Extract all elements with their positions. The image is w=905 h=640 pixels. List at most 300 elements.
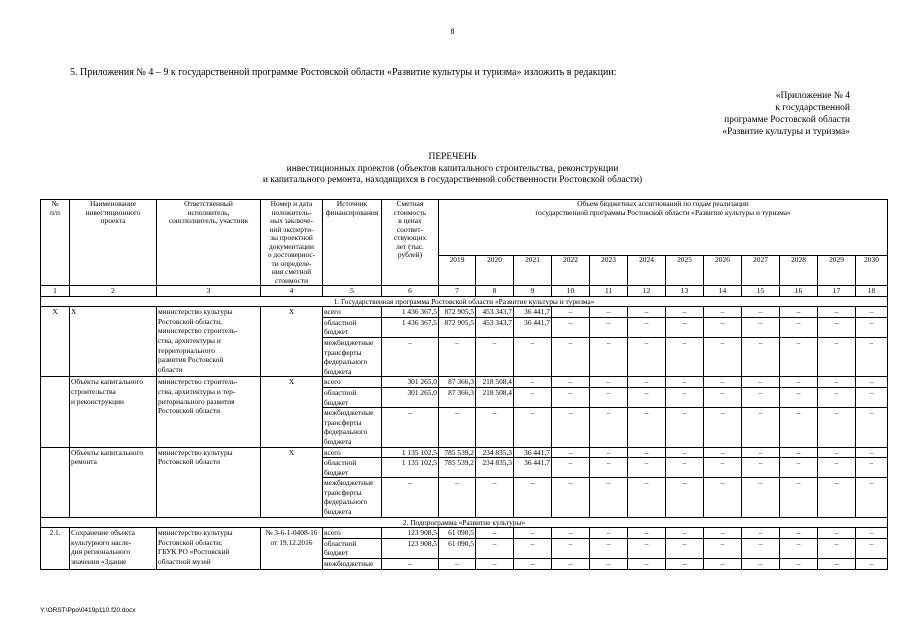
year-amount: – bbox=[514, 377, 552, 388]
cell-line: бюджет bbox=[324, 467, 349, 477]
year-amount: – bbox=[514, 387, 552, 407]
executor bbox=[157, 307, 261, 377]
header-year: 2027 bbox=[742, 256, 780, 286]
cell-line: развития Ростовской bbox=[158, 355, 224, 365]
year-amount: – bbox=[704, 478, 742, 517]
year-amount: – bbox=[704, 387, 742, 407]
year-amount: – bbox=[552, 317, 590, 337]
column-number: 1 bbox=[41, 286, 70, 297]
header-year: 2025 bbox=[666, 256, 704, 286]
cell-line: трансферты bbox=[324, 347, 362, 357]
year-amount: 36 441,7 bbox=[514, 307, 552, 318]
year-amount: – bbox=[780, 447, 818, 458]
cell-line: Ростовской области bbox=[158, 406, 221, 416]
funding-source bbox=[323, 538, 382, 558]
year-amount: – bbox=[742, 478, 780, 517]
header-year: 2029 bbox=[818, 256, 856, 286]
cell-line: Ростовской области, bbox=[158, 316, 222, 326]
cell-line: территориального bbox=[158, 345, 215, 355]
appendix-heading bbox=[722, 90, 850, 138]
year-amount: – bbox=[439, 408, 476, 447]
year-amount: – bbox=[514, 337, 552, 376]
year-amount: – bbox=[742, 458, 780, 478]
cell-line: о достовернос- bbox=[267, 250, 316, 259]
cell-line: Ростовской области; bbox=[158, 537, 223, 547]
cell-line: Наименование bbox=[89, 199, 137, 208]
title-line: и капитального ремонта, находящихся в государственной собственности Ростовской области) bbox=[262, 175, 643, 185]
cell-line: соответ- bbox=[396, 224, 424, 234]
cell-line: ства, архитектуры и тер- bbox=[158, 386, 236, 396]
estimated-cost: 1 135 102,5 bbox=[382, 458, 439, 478]
cell-line: бюджета bbox=[324, 366, 352, 376]
header-year: 2030 bbox=[856, 256, 888, 286]
year-amount: – bbox=[704, 447, 742, 458]
cell-line: областной bbox=[324, 317, 357, 327]
year-amount: 872 905,5 bbox=[439, 317, 476, 337]
year-amount: – bbox=[476, 478, 514, 517]
column-number: 2 bbox=[70, 286, 157, 297]
cell-line: ствующих bbox=[393, 233, 427, 242]
year-amount: – bbox=[590, 307, 628, 318]
file-path-footer: Y:\ORST\Ppo\0419p110.f20.docx bbox=[40, 607, 136, 614]
funding-source bbox=[323, 478, 382, 517]
year-amount: – bbox=[476, 559, 514, 570]
estimated-cost: – bbox=[382, 408, 439, 447]
cell-line: ГБУК РО «Ростовский bbox=[158, 547, 230, 557]
executor bbox=[157, 528, 261, 569]
year-amount: – bbox=[514, 408, 552, 447]
cell-line: и реконструкции bbox=[71, 396, 124, 406]
year-amount: – bbox=[552, 538, 590, 558]
header-cost bbox=[382, 200, 439, 286]
project-name bbox=[70, 377, 157, 447]
funding-source bbox=[323, 447, 382, 458]
year-amount: – bbox=[628, 447, 666, 458]
header-expertise bbox=[261, 200, 323, 286]
cell-line: бюджет bbox=[324, 327, 349, 337]
header-name bbox=[70, 200, 157, 286]
cell-line: всего bbox=[324, 307, 341, 317]
year-amount: – bbox=[439, 559, 476, 570]
row-number: 2.1. bbox=[41, 528, 70, 569]
year-amount: 218 508,4 bbox=[476, 377, 514, 388]
cell-line: министерство культуры bbox=[158, 528, 233, 538]
row-number bbox=[41, 447, 70, 517]
year-amount: 453 343,7 bbox=[476, 307, 514, 318]
year-amount: – bbox=[552, 447, 590, 458]
year-amount: – bbox=[818, 408, 856, 447]
section-row bbox=[41, 517, 888, 528]
appendix-line: «Развитие культуры и туризма» bbox=[722, 127, 850, 137]
year-amount: 785 539,2 bbox=[439, 458, 476, 478]
cell-line: Источник bbox=[336, 199, 368, 208]
header-year: 2022 bbox=[552, 256, 590, 286]
cell-line: проекта bbox=[100, 216, 126, 225]
cell-line: Объекты капитального bbox=[71, 377, 144, 387]
year-amount: 785 539,2 bbox=[439, 447, 476, 458]
appendix-line: «Приложение № 4 bbox=[775, 91, 850, 101]
year-amount: – bbox=[818, 538, 856, 558]
year-amount: – bbox=[666, 538, 704, 558]
table-row bbox=[41, 377, 888, 388]
cell-line: лет (тыс. bbox=[396, 241, 424, 251]
cell-line: области bbox=[158, 364, 183, 374]
year-amount: – bbox=[704, 317, 742, 337]
year-amount: – bbox=[856, 528, 888, 539]
executor bbox=[157, 447, 261, 517]
column-number: 14 bbox=[704, 286, 742, 297]
header-year: 2024 bbox=[628, 256, 666, 286]
project-name bbox=[70, 307, 157, 377]
cell-line: значения «Здание bbox=[71, 557, 127, 567]
year-amount: 872 905,5 bbox=[439, 307, 476, 318]
funding-source bbox=[323, 337, 382, 376]
cell-line: № bbox=[51, 199, 59, 208]
estimated-cost: 1 436 367,5 bbox=[382, 317, 439, 337]
year-amount: – bbox=[476, 528, 514, 539]
cell-line: всего bbox=[324, 377, 341, 387]
cell-line: Х bbox=[71, 307, 77, 317]
cell-line: бюджет bbox=[324, 397, 349, 407]
year-amount: – bbox=[818, 447, 856, 458]
year-amount: – bbox=[704, 458, 742, 478]
cell-line: ний эксперти- bbox=[269, 224, 314, 234]
expertise-doc: Х bbox=[261, 377, 323, 447]
table-row bbox=[41, 447, 888, 458]
project-name bbox=[70, 447, 157, 517]
funding-source bbox=[323, 408, 382, 447]
year-amount: – bbox=[818, 307, 856, 318]
row-number bbox=[41, 377, 70, 447]
cell-line: в ценах bbox=[398, 216, 422, 225]
cell-line: Сохранение объекта bbox=[71, 528, 135, 538]
year-amount: – bbox=[514, 559, 552, 570]
year-amount: – bbox=[514, 538, 552, 558]
estimated-cost: – bbox=[382, 559, 439, 570]
table-row bbox=[41, 528, 888, 539]
year-amount: 87 366,3 bbox=[439, 377, 476, 388]
funding-source bbox=[323, 559, 382, 570]
cell-line: стоимость bbox=[393, 207, 427, 217]
expertise-doc: № 3-6-1-0408-16 от 19.12.2016 bbox=[261, 528, 323, 569]
estimated-cost: 301 265,0 bbox=[382, 377, 439, 388]
header-year: 2020 bbox=[476, 256, 514, 286]
column-number: 9 bbox=[514, 286, 552, 297]
column-number: 4 bbox=[261, 286, 323, 297]
estimated-cost: 123 908,5 bbox=[382, 528, 439, 539]
year-amount: – bbox=[666, 458, 704, 478]
cell-line: Объекты капитального bbox=[71, 447, 144, 457]
column-number: 10 bbox=[552, 286, 590, 297]
year-amount: 36 441,7 bbox=[514, 447, 552, 458]
year-amount: – bbox=[818, 377, 856, 388]
cell-line: государственной программы Ростовской области «Развитие культуры и туризма» bbox=[535, 207, 791, 217]
year-amount: – bbox=[590, 377, 628, 388]
executor bbox=[157, 377, 261, 447]
year-amount: – bbox=[552, 528, 590, 539]
year-amount: – bbox=[780, 387, 818, 407]
year-amount: 218 508,4 bbox=[476, 387, 514, 407]
cell-line: областной bbox=[324, 458, 357, 468]
year-amount: 87 366,3 bbox=[439, 387, 476, 407]
year-amount: – bbox=[818, 317, 856, 337]
year-amount: – bbox=[590, 528, 628, 539]
year-amount: – bbox=[439, 337, 476, 376]
estimated-cost: – bbox=[382, 337, 439, 376]
year-amount: – bbox=[856, 478, 888, 517]
cell-line: межбюджетные bbox=[324, 408, 374, 418]
year-amount: – bbox=[704, 408, 742, 447]
year-amount: – bbox=[552, 337, 590, 376]
header-year: 2019 bbox=[439, 256, 476, 286]
year-amount: – bbox=[666, 337, 704, 376]
year-amount: – bbox=[856, 387, 888, 407]
year-amount: – bbox=[628, 538, 666, 558]
year-amount: – bbox=[856, 317, 888, 337]
year-amount: – bbox=[818, 458, 856, 478]
year-amount: – bbox=[780, 377, 818, 388]
year-amount: 61 090,5 bbox=[439, 538, 476, 558]
year-amount: – bbox=[780, 317, 818, 337]
year-amount: – bbox=[780, 538, 818, 558]
year-amount: – bbox=[666, 387, 704, 407]
cell-line: федерального bbox=[324, 357, 368, 367]
year-amount: – bbox=[780, 458, 818, 478]
year-amount: – bbox=[628, 337, 666, 376]
header-source bbox=[323, 200, 382, 286]
column-number: 13 bbox=[666, 286, 704, 297]
section-title: 1. Государственная программа Ростовской области «Развитие культуры и туризма» bbox=[41, 296, 888, 307]
year-amount: – bbox=[704, 377, 742, 388]
year-amount: – bbox=[476, 408, 514, 447]
column-number: 18 bbox=[856, 286, 888, 297]
column-number: 12 bbox=[628, 286, 666, 297]
cell-line: всего bbox=[324, 447, 341, 457]
cell-line: министерство строитель- bbox=[158, 326, 238, 336]
year-amount: – bbox=[742, 408, 780, 447]
year-amount: – bbox=[628, 458, 666, 478]
cell-line: Объем бюджетных ассигнований по годам реализации bbox=[577, 199, 749, 208]
year-amount: – bbox=[628, 377, 666, 388]
year-amount: – bbox=[704, 528, 742, 539]
cell-line: трансферты bbox=[324, 417, 362, 427]
year-amount: – bbox=[704, 307, 742, 318]
cell-line: бюджет bbox=[324, 548, 349, 558]
cell-line: министерство культуры bbox=[158, 307, 233, 317]
year-amount: – bbox=[552, 559, 590, 570]
year-amount: – bbox=[590, 447, 628, 458]
year-amount: – bbox=[818, 559, 856, 570]
cell-line: Ростовской области bbox=[158, 457, 221, 467]
year-amount: – bbox=[552, 377, 590, 388]
year-amount: 36 441,7 bbox=[514, 317, 552, 337]
project-name bbox=[70, 528, 157, 569]
year-amount: – bbox=[590, 458, 628, 478]
year-amount: – bbox=[856, 458, 888, 478]
header-num bbox=[41, 200, 70, 286]
cell-line: строительства bbox=[71, 386, 116, 396]
year-amount: – bbox=[552, 478, 590, 517]
row-number: Х bbox=[41, 307, 70, 377]
year-amount: – bbox=[780, 528, 818, 539]
year-amount: – bbox=[514, 528, 552, 539]
year-amount: – bbox=[742, 377, 780, 388]
cell-line: зы проектной bbox=[270, 233, 313, 242]
year-amount: – bbox=[818, 337, 856, 376]
year-amount: – bbox=[628, 317, 666, 337]
year-amount: – bbox=[856, 559, 888, 570]
intro-paragraph: 5. Приложения № 4 – 9 к государственной программе Ростовской области «Развитие культуры и туризма» изложить в редакции: bbox=[70, 67, 617, 78]
cell-line: исполнитель, bbox=[187, 207, 230, 217]
funding-source bbox=[323, 458, 382, 478]
year-amount: – bbox=[514, 478, 552, 517]
column-number: 17 bbox=[818, 286, 856, 297]
cell-line: бюджета bbox=[324, 507, 352, 517]
year-amount: 234 835,3 bbox=[476, 447, 514, 458]
year-amount: – bbox=[666, 478, 704, 517]
header-year: 2028 bbox=[780, 256, 818, 286]
year-amount: – bbox=[476, 538, 514, 558]
cell-line: п/п bbox=[50, 207, 60, 217]
estimated-cost: 1 135 102,5 bbox=[382, 447, 439, 458]
cell-line: дия регионального bbox=[71, 547, 131, 557]
cell-line: областной bbox=[324, 538, 357, 548]
cell-line: ния сметной bbox=[271, 267, 312, 276]
year-amount: – bbox=[856, 307, 888, 318]
year-amount: – bbox=[552, 408, 590, 447]
cell-line: бюджета bbox=[324, 436, 352, 446]
cell-line: стоимости bbox=[274, 275, 309, 285]
cell-line: риториального развития bbox=[158, 396, 235, 406]
year-amount: – bbox=[780, 337, 818, 376]
year-amount: 234 835,3 bbox=[476, 458, 514, 478]
year-amount: – bbox=[628, 408, 666, 447]
cell-line: финансирования bbox=[325, 207, 379, 217]
year-amount: – bbox=[742, 559, 780, 570]
column-number: 15 bbox=[742, 286, 780, 297]
column-number: 16 bbox=[780, 286, 818, 297]
appendix-line: программе Ростовской области bbox=[724, 115, 850, 125]
year-amount: – bbox=[476, 337, 514, 376]
year-amount: – bbox=[742, 317, 780, 337]
cell-line: всего bbox=[324, 528, 341, 538]
year-amount: – bbox=[552, 387, 590, 407]
cell-line: федерального bbox=[324, 427, 368, 437]
cell-line: министерство строитель- bbox=[158, 377, 238, 387]
year-amount: – bbox=[704, 337, 742, 376]
funding-source bbox=[323, 307, 382, 318]
cell-line: Номер и дата bbox=[270, 199, 313, 208]
year-amount: – bbox=[856, 447, 888, 458]
cell-line: Сметная bbox=[396, 199, 424, 208]
year-amount: – bbox=[666, 377, 704, 388]
year-amount: – bbox=[742, 387, 780, 407]
section-row bbox=[41, 296, 888, 307]
year-amount: – bbox=[666, 559, 704, 570]
column-number-row bbox=[41, 286, 888, 297]
year-amount: 61 090,5 bbox=[439, 528, 476, 539]
year-amount: – bbox=[704, 538, 742, 558]
page-number: 8 bbox=[450, 27, 455, 36]
cell-line: межбюджетные bbox=[324, 337, 374, 347]
year-amount: – bbox=[704, 559, 742, 570]
estimated-cost: 123 908,5 bbox=[382, 538, 439, 558]
cell-line: рублей) bbox=[397, 250, 423, 259]
header-year: 2023 bbox=[590, 256, 628, 286]
expertise-doc: Х bbox=[261, 307, 323, 377]
funding-source bbox=[323, 387, 382, 407]
year-amount: – bbox=[552, 458, 590, 478]
investment-projects-table bbox=[40, 199, 888, 570]
column-number: 5 bbox=[323, 286, 382, 297]
year-amount: – bbox=[742, 528, 780, 539]
cell-line: областной музей bbox=[158, 557, 211, 567]
year-amount: – bbox=[742, 337, 780, 376]
year-amount: – bbox=[666, 408, 704, 447]
title-line: инвестиционных проектов (объектов капитального строительства, реконструкции bbox=[286, 163, 619, 174]
cell-line: федерального bbox=[324, 497, 368, 507]
header-executor bbox=[157, 200, 261, 286]
cell-line: ных заключе- bbox=[270, 216, 313, 225]
year-amount: – bbox=[590, 559, 628, 570]
year-amount: – bbox=[780, 408, 818, 447]
header-row bbox=[41, 200, 888, 256]
year-amount: – bbox=[818, 528, 856, 539]
cell-line: ства, архитектуры и bbox=[158, 335, 221, 345]
cell-line: культурного насле- bbox=[71, 537, 132, 547]
year-amount: – bbox=[590, 337, 628, 376]
year-amount: – bbox=[666, 307, 704, 318]
cell-line: ремонта bbox=[71, 457, 97, 467]
cell-line: ти определе- bbox=[271, 258, 312, 268]
year-amount: – bbox=[590, 317, 628, 337]
cell-line: положитель- bbox=[271, 207, 312, 217]
year-amount: – bbox=[856, 538, 888, 558]
year-amount: – bbox=[818, 478, 856, 517]
title-line: ПЕРЕЧЕНЬ bbox=[428, 152, 477, 162]
column-number: 7 bbox=[439, 286, 476, 297]
column-number: 3 bbox=[157, 286, 261, 297]
column-number: 6 bbox=[382, 286, 439, 297]
column-number: 8 bbox=[476, 286, 514, 297]
header-year: 2026 bbox=[704, 256, 742, 286]
cell-line: документации bbox=[269, 241, 314, 251]
year-amount: – bbox=[628, 559, 666, 570]
year-amount: – bbox=[552, 307, 590, 318]
cell-line: министерство культуры bbox=[158, 447, 233, 457]
appendix-line: к государственной bbox=[775, 103, 850, 113]
year-amount: – bbox=[856, 337, 888, 376]
header-volume bbox=[439, 200, 888, 256]
year-amount: – bbox=[742, 538, 780, 558]
year-amount: – bbox=[856, 408, 888, 447]
cell-line: Ответственный bbox=[184, 199, 233, 208]
year-amount: – bbox=[590, 408, 628, 447]
table-row bbox=[41, 307, 888, 318]
expertise-doc: Х bbox=[261, 447, 323, 517]
cell-line: межбюджетные bbox=[324, 478, 374, 488]
year-amount: – bbox=[818, 387, 856, 407]
year-amount: – bbox=[742, 447, 780, 458]
year-amount: – bbox=[856, 377, 888, 388]
year-amount: – bbox=[780, 478, 818, 517]
year-amount: – bbox=[666, 317, 704, 337]
year-amount: – bbox=[628, 387, 666, 407]
cell-line: областной bbox=[324, 387, 357, 397]
header-year: 2021 bbox=[514, 256, 552, 286]
estimated-cost: – bbox=[382, 478, 439, 517]
cell-line: межбюджетные bbox=[324, 559, 374, 569]
